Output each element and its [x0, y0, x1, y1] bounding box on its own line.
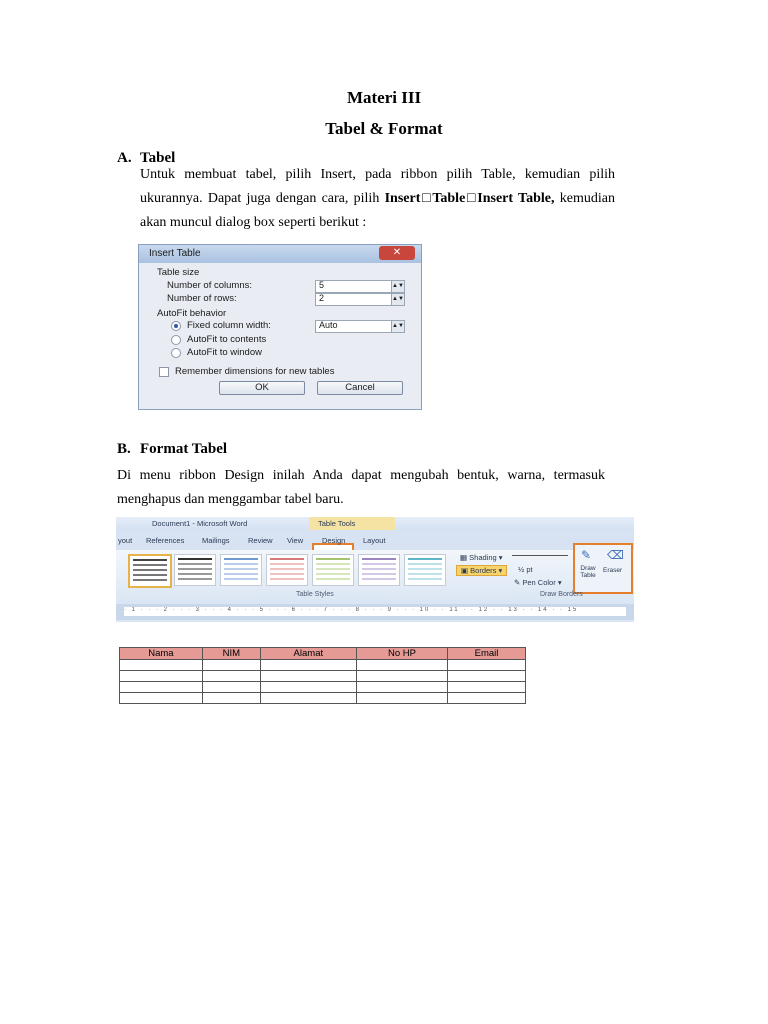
- menu-path-insert-table: Insert Table,: [477, 191, 555, 206]
- table-style-swatch[interactable]: [266, 554, 308, 586]
- para-a-line2-start: ukurannya. Dapat juga dengan cara, pilih: [140, 191, 385, 206]
- cancel-button[interactable]: Cancel: [317, 381, 403, 395]
- spinner-arrows-icon[interactable]: ▲▼: [391, 321, 404, 332]
- table-cell: [120, 660, 203, 671]
- shading-label: Shading: [469, 553, 497, 562]
- table-cell: [260, 660, 356, 671]
- header-nim: NIM: [202, 648, 260, 660]
- fixed-width-label: Fixed column width:: [187, 320, 271, 331]
- tab-layout[interactable]: Layout: [363, 536, 386, 545]
- eraser-label[interactable]: Eraser: [603, 567, 623, 574]
- shading-button[interactable]: ▦ Shading ▾: [460, 553, 503, 562]
- rows-stepper[interactable]: [315, 293, 405, 306]
- autofit-window-radio[interactable]: [171, 348, 181, 358]
- table-cell: [202, 682, 260, 693]
- table-style-swatch[interactable]: [128, 554, 172, 588]
- spinner-arrows-icon[interactable]: ▲▼: [391, 281, 404, 292]
- table-cell: [202, 693, 260, 704]
- rows-label: Number of rows:: [167, 293, 237, 304]
- para-b-line1: Di menu ribbon Design inilah Anda dapat mengubah bentuk, warna, termasuk: [117, 468, 605, 483]
- remember-checkbox[interactable]: [159, 367, 169, 377]
- table-cell: [448, 660, 526, 671]
- borders-button[interactable]: ▣ Borders ▾: [456, 565, 507, 576]
- ruler-scale: · 1 · · · 2 · · · 3 · · · 4 · · · 5 · · · 6 · · · 7 · · · 8 · · · 9 · · · 10 · · 11 · · 12 · · 13 · · 14 · · 15: [124, 607, 626, 616]
- tab-layout-page[interactable]: yout: [118, 536, 133, 545]
- header-no-hp: No HP: [356, 648, 447, 660]
- menu-path-separator: □: [465, 191, 478, 206]
- tab-review[interactable]: Review: [248, 536, 273, 545]
- table-cell: [448, 693, 526, 704]
- section-a-heading: Tabel: [140, 150, 176, 166]
- borders-icon: ▣: [461, 566, 471, 575]
- header-nama: Nama: [120, 648, 203, 660]
- sample-table: [119, 647, 526, 704]
- para-a-line2-end: kemudian: [554, 191, 615, 206]
- fixed-width-radio[interactable]: [171, 321, 181, 331]
- table-cell: [120, 682, 203, 693]
- table-row: [120, 693, 526, 704]
- table-cell: [260, 693, 356, 704]
- pen-style-line[interactable]: [512, 555, 568, 556]
- para-a-line3: akan muncul dialog box seperti berikut :: [140, 215, 367, 230]
- spinner-arrows-icon[interactable]: ▲▼: [391, 294, 404, 305]
- table-cell: [356, 682, 447, 693]
- table-style-swatch[interactable]: [312, 554, 354, 586]
- pen-icon: ✎: [514, 578, 523, 587]
- ok-button[interactable]: OK: [219, 381, 305, 395]
- table-cell: [356, 671, 447, 682]
- group-table-styles: Table Styles: [296, 591, 334, 598]
- page-title: Materi III: [346, 88, 422, 107]
- insert-table-dialog: [138, 244, 422, 410]
- page-subtitle: Tabel & Format: [325, 119, 443, 138]
- tab-references[interactable]: References: [146, 536, 185, 545]
- table-cell: [448, 671, 526, 682]
- table-style-swatch[interactable]: [358, 554, 400, 586]
- draw-borders-highlight: [573, 543, 633, 594]
- header-email: Email: [448, 648, 526, 660]
- columns-value: 5: [319, 280, 325, 290]
- table-style-swatch[interactable]: [174, 554, 216, 586]
- tab-design[interactable]: Design: [322, 536, 346, 545]
- pen-weight[interactable]: ½ pt: [518, 565, 533, 574]
- table-header-row: [120, 648, 526, 660]
- pen-color-label: Pen Color: [522, 578, 556, 587]
- draw-table-label[interactable]: Draw Table: [580, 565, 596, 579]
- menu-path-separator: □: [420, 191, 433, 206]
- fixed-width-value: Auto: [319, 320, 338, 330]
- shading-icon: ▦: [460, 553, 470, 562]
- table-cell: [448, 682, 526, 693]
- eraser-icon[interactable]: ⌫: [607, 548, 624, 562]
- fixed-width-stepper[interactable]: [315, 320, 405, 333]
- columns-stepper[interactable]: [315, 280, 405, 293]
- table-cell: [120, 671, 203, 682]
- ribbon-tabs: [116, 530, 634, 550]
- table-style-swatch[interactable]: [220, 554, 262, 586]
- para-a-line1: Untuk membuat tabel, pilih Insert, pada ribbon pilih Table, kemudian pilih: [140, 167, 615, 182]
- tab-view[interactable]: View: [287, 536, 304, 545]
- para-a-line2: [140, 187, 615, 211]
- table-row: [120, 671, 526, 682]
- table-row: [120, 660, 526, 671]
- autofit-contents-radio[interactable]: [171, 335, 181, 345]
- section-b-marker: B.: [117, 441, 131, 457]
- para-b-line2: menghapus dan menggambar tabel baru.: [117, 492, 344, 507]
- dialog-title: Insert Table: [149, 248, 201, 259]
- table-cell: [202, 660, 260, 671]
- menu-path-table: Table: [432, 191, 466, 206]
- table-row: [120, 682, 526, 693]
- table-cell: [202, 671, 260, 682]
- borders-label: Borders: [470, 566, 497, 575]
- columns-label: Number of columns:: [167, 280, 253, 291]
- section-a-marker: A.: [117, 150, 132, 166]
- ribbon-titlebar: [116, 517, 634, 530]
- autofit-contents-label: AutoFit to contents: [187, 334, 267, 345]
- tab-mailings[interactable]: Mailings: [202, 536, 230, 545]
- remember-label: Remember dimensions for new tables: [175, 366, 335, 377]
- table-tools-label: Table Tools: [318, 519, 356, 528]
- rows-value: 2: [319, 293, 325, 303]
- draw-table-icon[interactable]: ✎: [581, 548, 592, 562]
- section-b-heading: Format Tabel: [140, 441, 228, 457]
- dialog-titlebar: [139, 245, 421, 263]
- autofit-window-label: AutoFit to window: [187, 347, 262, 358]
- header-alamat: Alamat: [260, 648, 356, 660]
- table-cell: [260, 671, 356, 682]
- window-title: Document1 - Microsoft Word: [152, 519, 248, 528]
- group-draw-borders: Draw Borders: [540, 591, 583, 598]
- pen-color-button[interactable]: ✎ Pen Color ▾: [514, 578, 562, 587]
- table-cell: [356, 660, 447, 671]
- table-cell: [356, 693, 447, 704]
- group-autofit: AutoFit behavior: [157, 308, 227, 319]
- horizontal-ruler[interactable]: [116, 604, 634, 620]
- table-cell: [120, 693, 203, 704]
- design-ribbon: [116, 517, 634, 622]
- group-table-size: Table size: [157, 267, 200, 278]
- close-icon[interactable]: ✕: [379, 246, 415, 260]
- table-cell: [260, 682, 356, 693]
- table-style-swatch[interactable]: [404, 554, 446, 586]
- menu-path-insert: Insert: [384, 191, 421, 206]
